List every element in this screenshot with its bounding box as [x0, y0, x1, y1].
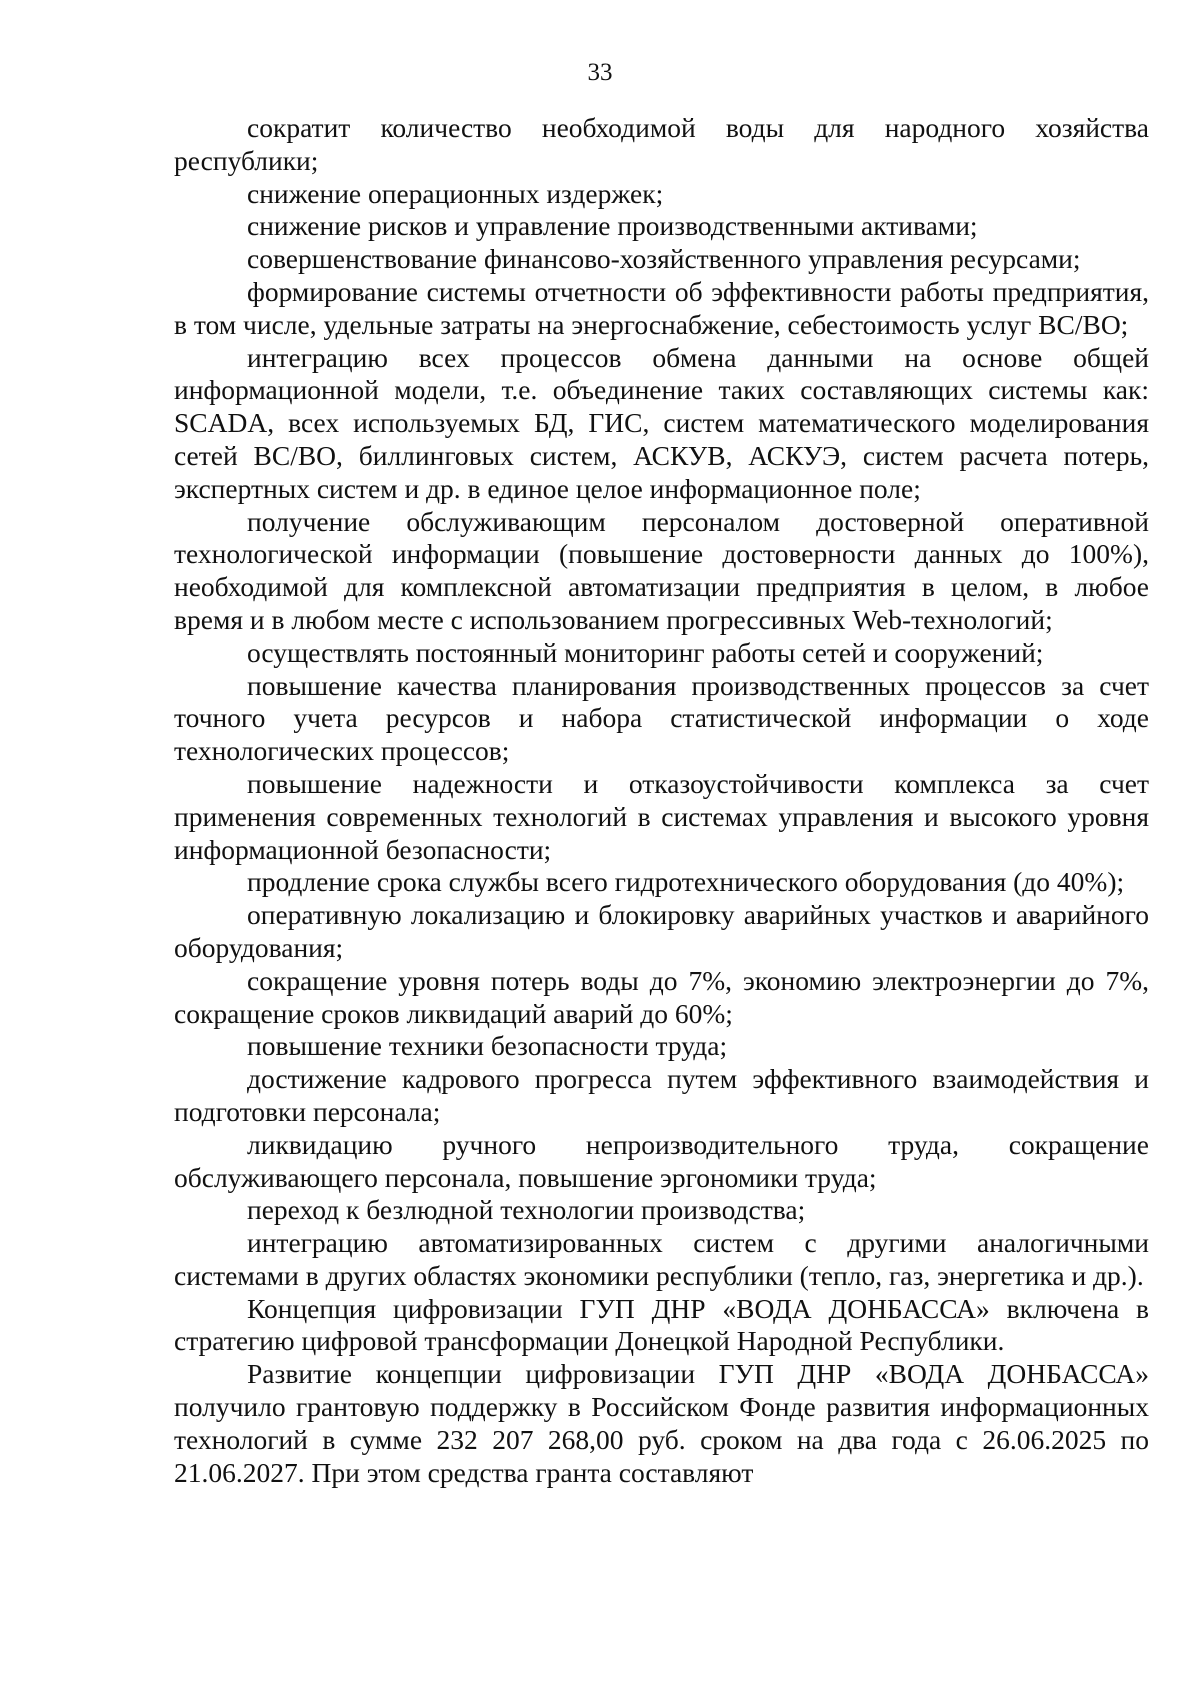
paragraph: получение обслуживающим персоналом достоверной оперативной технологической информации (повышение достоверности данных до 100%), необходимой для комплексной автоматизации предприятия в целом, в любое время и в любом месте с использованием прогрессивных Web-технологий; — [174, 505, 1149, 635]
paragraph: интеграцию автоматизированных систем с другими аналогичными системами в других областях экономики республики (тепло, газ, энергетика и др.). — [174, 1227, 1149, 1291]
paragraph: повышение надежности и отказоустойчивости комплекса за счет применения современных технологий в системах управления и высокого уровня информационной безопасности; — [174, 767, 1149, 865]
paragraph: ликвидацию ручного непроизводительного труда, сокращение обслуживающего персонала, повышение эргономики труда; — [174, 1128, 1149, 1193]
paragraph: сократит количество необходимой воды для народного хозяйства республики; — [174, 112, 1149, 176]
paragraph: Развитие концепции цифровизации ГУП ДНР «ВОДА ДОНБАССА» получило грантовую поддержку в Российском Фонде развития информационных технологий в сумме 232 207 268,00 руб. сроком на два года с 26.06.2025 по 21.06.2027. При этом средства гранта составляют — [174, 1358, 1149, 1488]
paragraph: осуществлять постоянный мониторинг работы сетей и сооружений; — [247, 636, 1044, 668]
paragraph: снижение рисков и управление производственными активами; — [247, 210, 978, 242]
paragraph: формирование системы отчетности об эффективности работы предприятия, в том числе, удельные затраты на энергоснабжение, себестоимость услуг ВС/ВО; — [174, 275, 1149, 340]
paragraph: повышение техники безопасности труда; — [247, 1030, 728, 1062]
paragraph: интеграцию всех процессов обмена данными на основе общей информационной модели, т.е. объединение таких составляющих системы как: SCADA, всех используемых БД, ГИС, систем математического моделирования сетей ВС/ВО, биллинговых систем, АСКУВ, АСКУЭ, систем расчета потерь, экспертных систем и др. в единое целое информационное поле; — [174, 341, 1149, 504]
paragraph: сокращение уровня потерь воды до 7%, экономию электроэнергии до 7%, сокращение сроков ликвидаций аварий до 60%; — [174, 964, 1149, 1029]
paragraph: продление срока службы всего гидротехнического оборудования (до 40%); — [247, 866, 1125, 898]
paragraph: повышение качества планирования производственных процессов за счет точного учета ресурсов и набора статистической информации о ходе технологических процессов; — [174, 669, 1149, 767]
paragraph: переход к безлюдной технологии производства; — [247, 1194, 806, 1226]
document-body — [174, 112, 1149, 1489]
paragraph: достижение кадрового прогресса путем эффективного взаимодействия и подготовки персонала; — [174, 1063, 1149, 1127]
paragraph: Концепция цифровизации ГУП ДНР «ВОДА ДОНБАССА» включена в стратегию цифровой трансформации Донецкой Народной Республики. — [174, 1292, 1149, 1357]
paragraph: оперативную локализацию и блокировку аварийных участков и аварийного оборудования; — [174, 899, 1149, 963]
paragraph: совершенствование финансово-хозяйственного управления ресурсами; — [247, 243, 1081, 275]
page-number: 33 — [587, 59, 613, 86]
paragraph: снижение операционных издержек; — [247, 177, 664, 209]
